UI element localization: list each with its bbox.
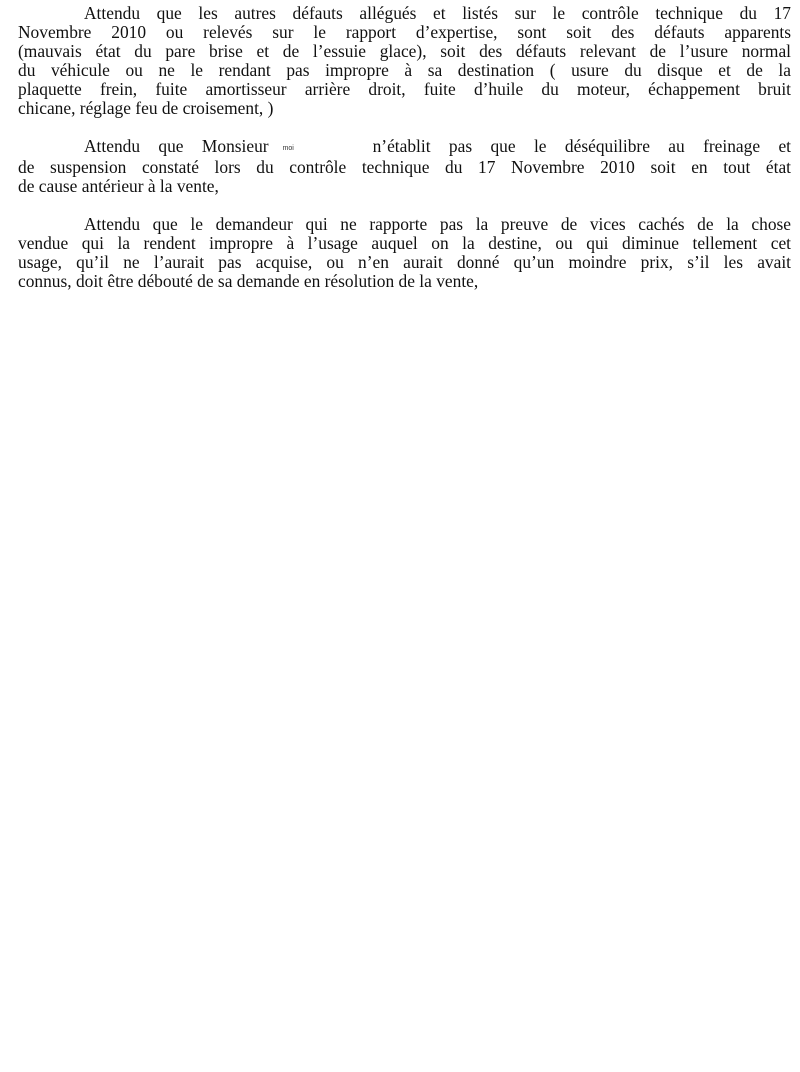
text-fragment: n’établit pas que le déséquilibre au freinage et [372,136,791,156]
text-line: de cause antérieur à la vente, [18,176,219,196]
text-line: de suspension constaté lors du contrôle technique du 17 Novembre 2010 soit en tout état [18,157,791,177]
paragraph-demandeur [18,215,791,291]
text-line: (mauvais état du pare brise et de l’essuie glace), soit des défauts relevant de l’usure normal [18,41,791,61]
text-line: connus, doit être débouté de sa demande en résolution de la vente, [18,271,479,291]
text-fragment: Attendu que Monsieur [84,136,269,156]
redaction-note: moi [282,145,294,152]
text-line: usage, qu’il ne l’aurait pas acquise, ou n’en aurait donné qu’un moindre prix, s’il les avait [18,252,791,272]
text-line: du véhicule ou ne le rendant pas impropre à sa destination ( usure du disque et de la [18,60,791,80]
text-line: Attendu que les autres défauts allégués et listés sur le contrôle technique du 17 [84,3,791,23]
text-line: Attendu que le demandeur qui ne rapporte pas la preuve de vices cachés de la chose [84,214,791,234]
paragraph-monsieur [18,137,791,196]
text-line [18,137,791,158]
paragraph-defects [18,4,791,118]
document-body [18,4,791,310]
text-line: plaquette frein, fuite amortisseur arrière droit, fuite d’huile du moteur, échappement bruit [18,79,791,99]
text-line: vendue qui la rendent impropre à l’usage auquel on la destine, ou qui diminue tellement cet [18,233,791,253]
text-line: chicane, réglage feu de croisement, ) [18,98,274,118]
text-line: Novembre 2010 ou relevés sur le rapport d’expertise, sont soit des défauts apparents [18,22,791,42]
